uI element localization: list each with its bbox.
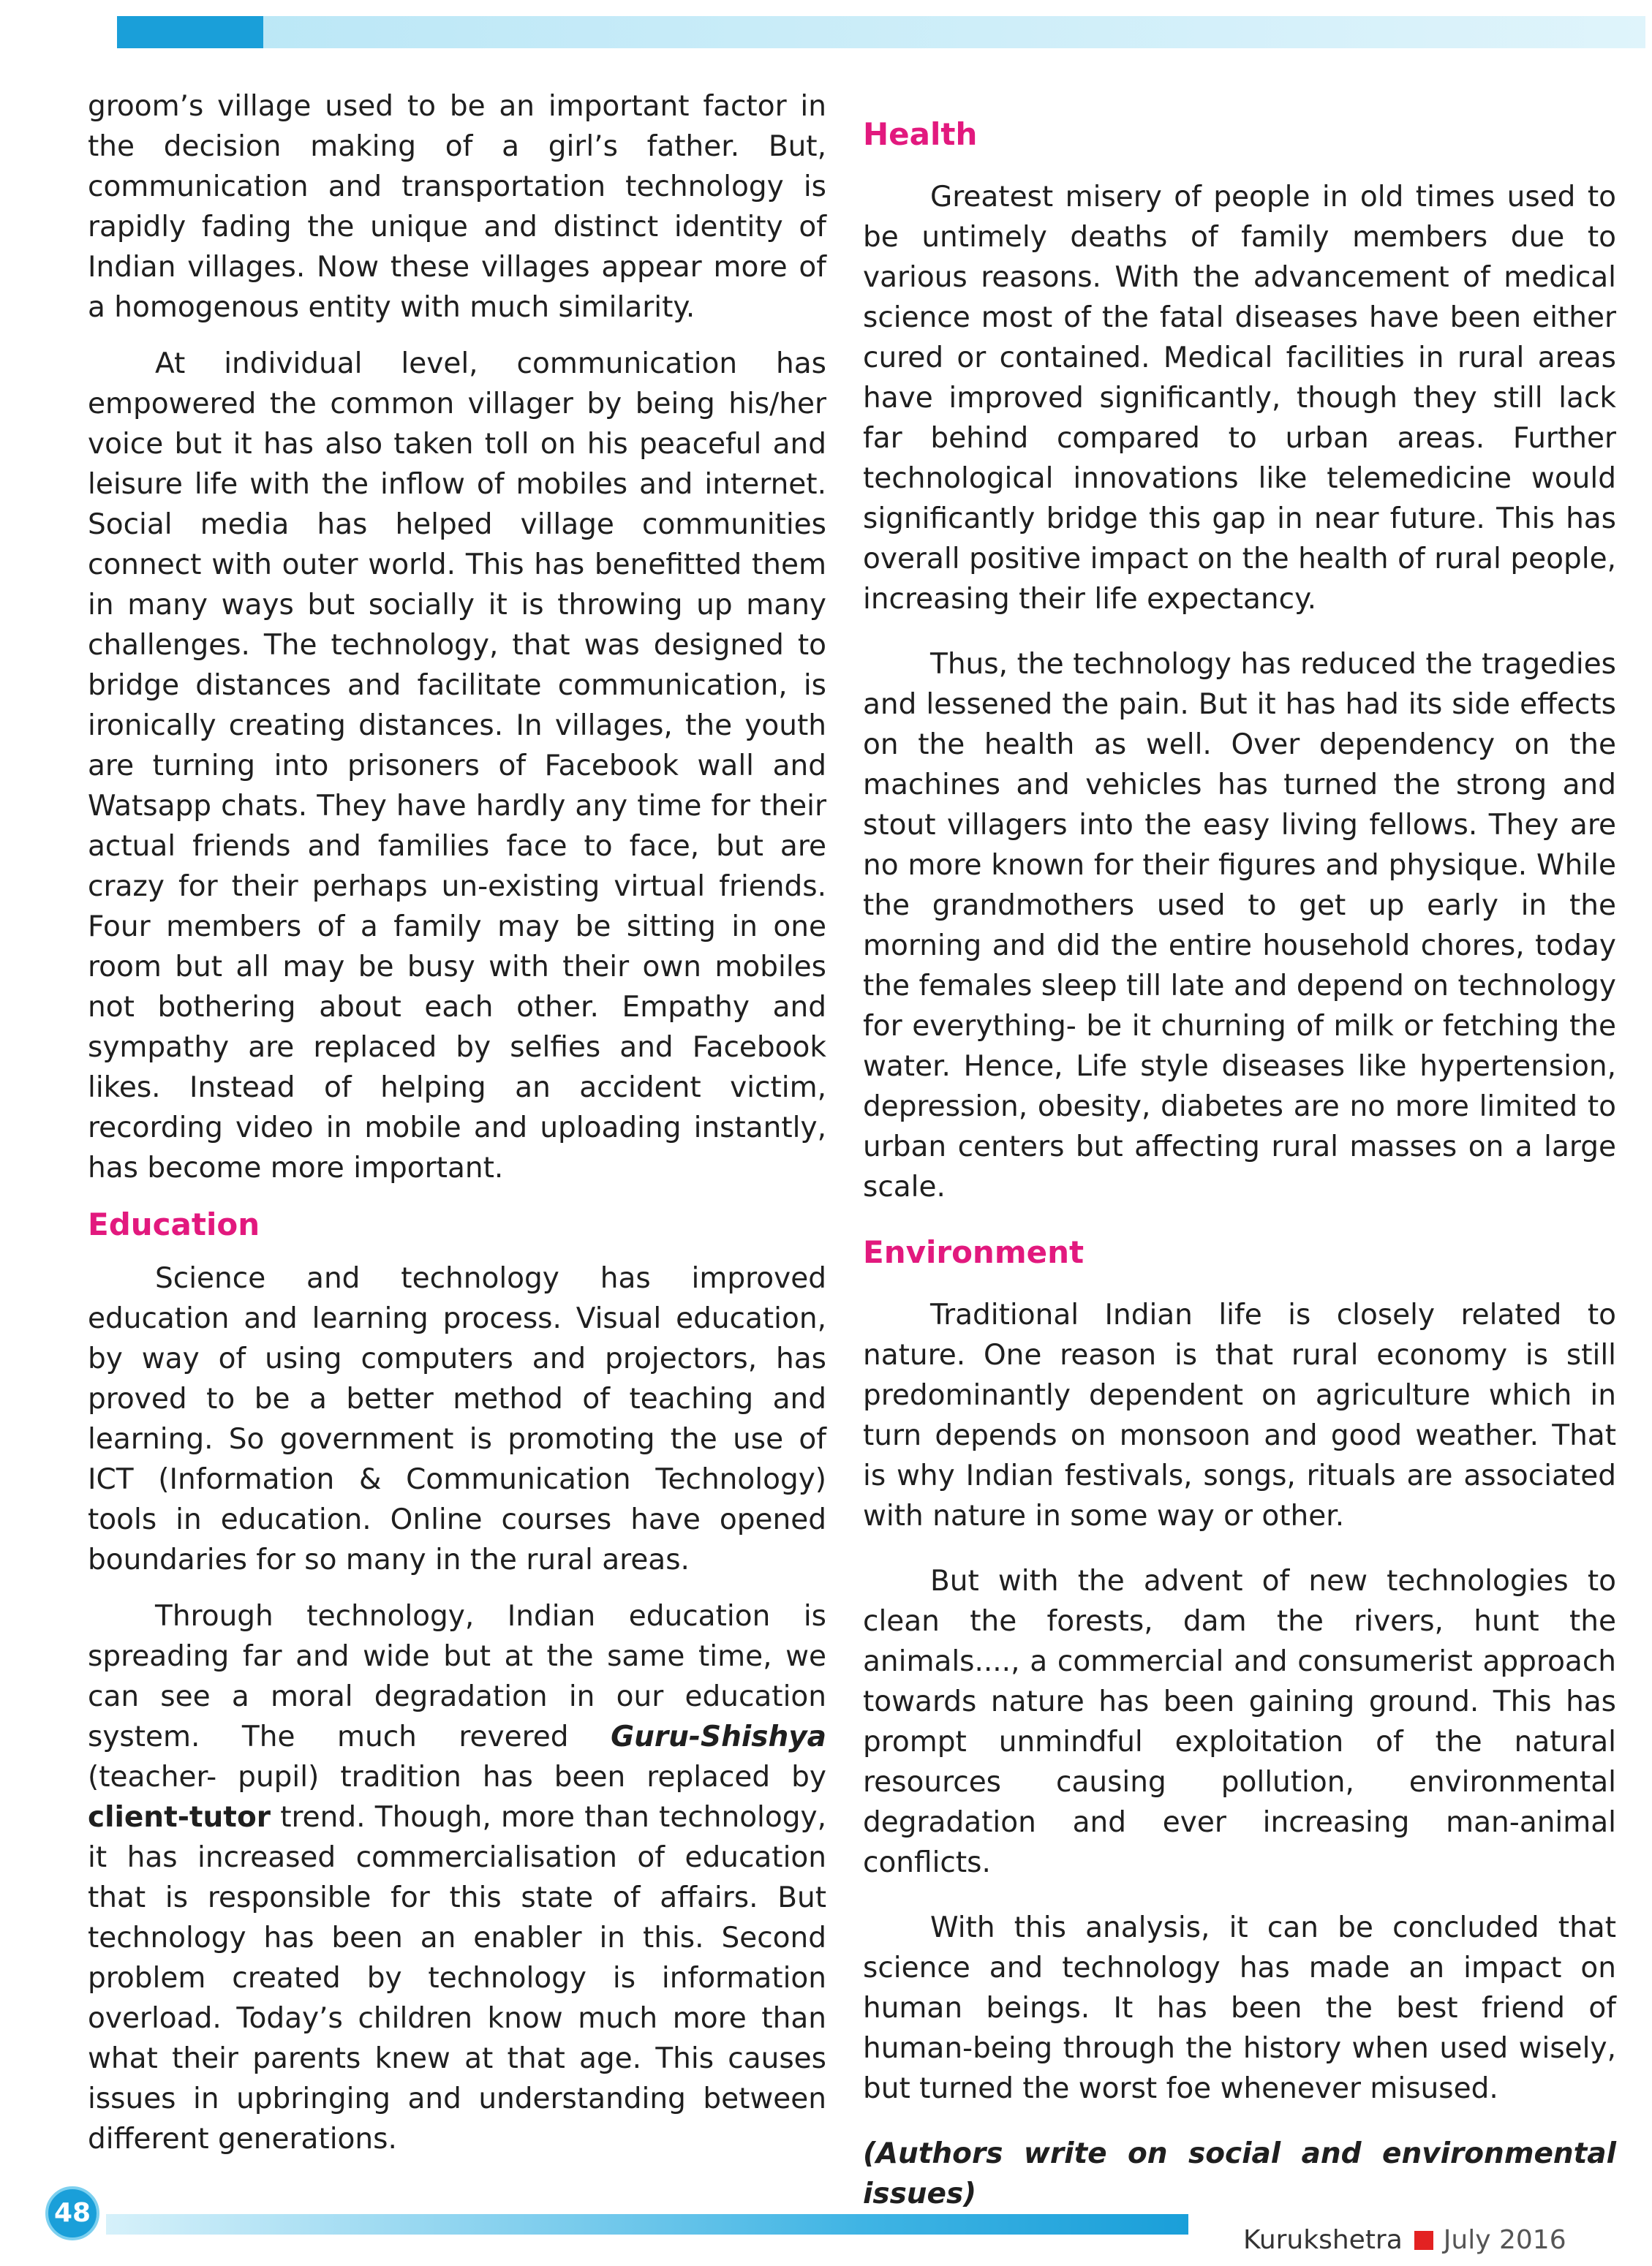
- magazine-name: Kurukshetra: [1243, 2225, 1403, 2255]
- text-span: trend. Though, more than technology, it has increased commercialisation of education that is responsible for this state of affairs. But technology has been an enabler in this. Second problem created by technology is information overload. Today’s children know much more than what their parents knew at that age. This causes issues in upbringing and understanding between different generations.: [88, 1801, 826, 2156]
- heading-education: Education: [88, 1206, 260, 1242]
- page-number-badge: 48: [45, 2186, 99, 2240]
- right-column: [863, 110, 1616, 2230]
- author-note: (Authors write on social and environmental issues): [863, 2137, 1616, 2210]
- left-column: [88, 86, 826, 2175]
- top-decorative-bar: [117, 16, 1645, 48]
- heading-health: Health: [863, 116, 978, 152]
- paragraph-conclusion: With this analysis, it can be concluded that science and technology has made an impact on human beings. It has been the best friend of human-being through the history when used wisely, but turned the worst foe whenever misused.: [863, 1911, 1616, 2105]
- issue-date: July 2016: [1443, 2225, 1566, 2255]
- top-accent-block: [117, 16, 263, 48]
- paragraph-health-side-effects: Thus, the technology has reduced the tragedies and lessened the pain. But it has had its side effects on the health as well. Over dependency on the machines and vehicles has turned the strong and stout villagers into the easy living fellows. They are no more known for their figures and physique. While the grandmothers used to get up early in the morning and did the entire household chores, today the females sleep till late and depend on technology for everything- be it churning of milk or fetching the water. Hence, Life style diseases like hypertension, depression, obesity, diabetes are no more limited to urban centers but affecting rural masses on a large scale.: [863, 648, 1616, 1204]
- heading-environment: Environment: [863, 1234, 1085, 1270]
- paragraph-villages-identity: groom’s village used to be an important factor in the decision making of a girl’s father. But, communication and transportation technology is rapidly fading the unique and distinct identity of Indian villages. Now these villages appear more of a homogenous entity with much similarity.: [88, 90, 826, 324]
- text-span: (teacher- pupil) tradition has been replaced by: [88, 1761, 826, 1794]
- paragraph-environment-nature: Traditional Indian life is closely related to nature. One reason is that rural economy is still predominantly dependent on agriculture which in turn depends on monsoon and good weather. That is why Indian festivals, songs, rituals are associated with nature in some way or other.: [863, 1299, 1616, 1533]
- paragraph-individual-level: At individual level, communication has empowered the common villager by being his/her voice but it has also taken toll on his peaceful and leisure life with the inflow of mobiles and internet. Social media has helped village communities connect with outer world. This has benefitted them in many ways but socially it is throwing up many challenges. The technology, that was designed to bridge distances and facilitate communication, is ironically creating distances. In villages, the youth are turning into prisoners of Facebook wall and Watsapp chats. They have hardly any time for their actual friends and families face to face, but are crazy for their perhaps un-existing virtual friends. Four members of a family may be sitting in one room but all may be busy with their own mobiles not bothering about each other. Empathy and sympathy are replaced by selfies and Facebook likes. Instead of helping an accident victim, recording video in mobile and uploading instantly, has become more important.: [88, 347, 826, 1185]
- bottom-decorative-bar: [106, 2214, 1188, 2235]
- footer-square-icon: [1414, 2231, 1433, 2250]
- paragraph-education-degradation: [88, 1596, 826, 2159]
- text-span: Through technology, Indian education is spreading far and wide but at the same time, we can see a moral degradation in our education system. The much revered: [88, 1600, 826, 1753]
- emphasis-guru-shishya: Guru-Shishya: [611, 1721, 826, 1753]
- paragraph-education-improved: Science and technology has improved education and learning process. Visual education, by way of using computers and projectors, has proved to be a better method of teaching and learning. So government is promoting the use of ICT (Information & Communication Technology) tools in education. Online courses have opened boundaries for so many in the rural areas.: [88, 1262, 826, 1576]
- footer: [1243, 2224, 1566, 2256]
- paragraph-health-misery: Greatest misery of people in old times used to be untimely deaths of family members due to various reasons. With the advancement of medical science most of the fatal diseases have been either cured or contained. Medical facilities in rural areas have improved significantly, though they still lack far behind compared to urban areas. Further technological innovations like telemedicine would significantly bridge this gap in near future. This has overall positive impact on the health of rural people, increasing their life expectancy.: [863, 181, 1616, 616]
- emphasis-client-tutor: client-tutor: [88, 1801, 271, 1834]
- paragraph-environment-technologies: But with the advent of new technologies to clean the forests, dam the rivers, hunt the animals...., a commercial and consumerist approach towards nature has been gaining ground. This has prompt unmindful exploitation of the natural resources causing pollution, environmental degradation and ever increasing man-animal conflicts.: [863, 1565, 1616, 1879]
